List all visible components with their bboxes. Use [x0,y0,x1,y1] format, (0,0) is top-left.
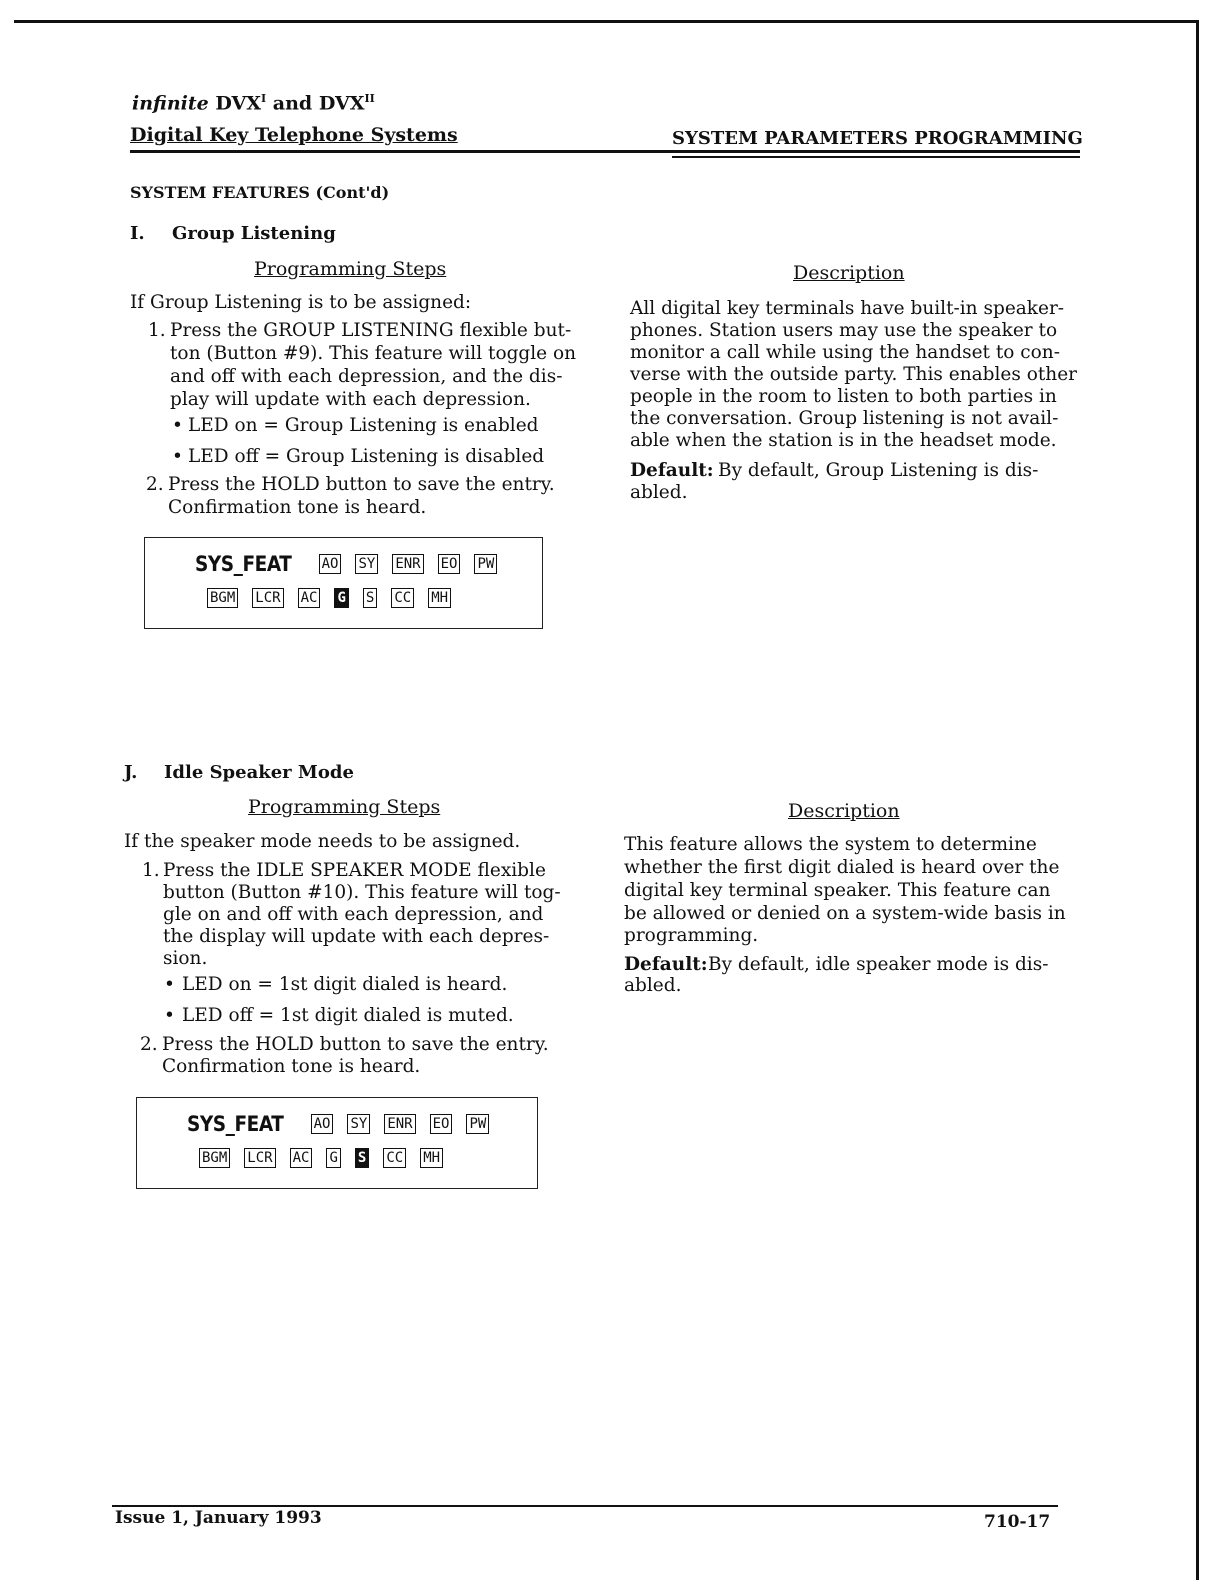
product-a: DVX [215,92,262,115]
display-tag-enr: ENR [384,1114,415,1134]
section-i-desc-line5: people in the room to listen to both parties in [630,386,1057,407]
display-tag-ao: AO [311,1114,334,1134]
section-i-title: Group Listening [172,223,336,244]
section-i-step1-line1: Press the GROUP LISTENING flexible but- [170,320,572,341]
display-tag-pw: PW [474,554,497,574]
page-border-top [14,20,1198,23]
section-j-step1-num: 1. [142,860,160,881]
section-j-title: Idle Speaker Mode [164,762,354,783]
product-b: DVX [318,92,365,115]
section-i-desc-line2: phones. Station users may use the speaker to [630,320,1058,341]
section-i-desc-line1: All digital key terminals have built-in speaker- [630,298,1065,319]
header-subtitle: Digital Key Telephone Systems [130,124,458,146]
display-tag-sy: SY [355,554,378,574]
section-i-desc-line3: monitor a call while using the handset to con- [630,342,1060,363]
section-i-desc-line7: able when the station is in the headset mode. [630,430,1057,451]
section-j-display-row2 [199,1148,443,1168]
footer-issue: Issue 1, January 1993 [115,1508,322,1528]
display-tag-ac: AC [298,588,321,608]
section-i-display [144,537,543,629]
footer-rule [112,1505,1058,1507]
product-b-sup: II [364,92,375,105]
display-tag-ac: AC [290,1148,313,1168]
section-j-step2-num: 2. [140,1034,158,1055]
section-j-desc-line3: digital key terminal speaker. This feature can [624,880,1051,901]
section-j-step1-line2: button (Button #10). This feature will tog- [163,882,561,903]
display-tag-bgm: BGM [199,1148,230,1168]
section-j-display [136,1097,538,1189]
section-j-bullet-on-mark: • [164,974,175,995]
section-i-desc-heading: Description [793,262,905,284]
section-j-desc-line5: programming. [624,925,759,946]
section-i-letter: I. [130,223,145,244]
section-i-default-line1: By default, Group Listening is dis- [718,460,1039,481]
section-j-desc-line1: This feature allows the system to determine [624,834,1037,855]
section-i-display-title: SYS_FEAT [195,552,292,576]
section-i-bullet-on: LED on = Group Listening is enabled [188,415,539,436]
section-j-default-label: Default: [624,954,708,975]
section-i-bullet-on-mark: • [172,415,183,436]
section-i-step2-num: 2. [146,474,164,495]
section-i-step1-line2: ton (Button #9). This feature will toggle on [170,343,577,364]
section-i-step1-line4: play will update with each depression. [170,389,531,410]
display-tag-mh: MH [420,1148,443,1168]
section-title: SYSTEM FEATURES (Cont'd) [130,183,390,202]
section-i-step2-line2: Confirmation tone is heard. [168,497,427,518]
display-tag-g-active: G [334,588,348,608]
display-tag-eo: EO [430,1114,453,1134]
display-tag-eo: EO [438,554,461,574]
section-i-step1-num: 1. [148,320,166,341]
section-j-default-line2: abled. [624,975,682,996]
section-i-bullet-off-mark: • [172,446,183,467]
display-tag-mh: MH [428,588,451,608]
section-i-display-row2 [207,588,451,608]
section-j-step1-line5: sion. [163,948,208,969]
section-j-desc-line4: be allowed or denied on a system-wide basis in [624,903,1066,924]
display-tag-ao: AO [319,554,342,574]
display-tag-s-active: S [355,1148,369,1168]
and-word: and [272,92,313,115]
footer-page-number: 710-17 [984,1512,1051,1532]
section-j-step1-line4: the display will update with each depres- [163,926,550,947]
display-tag-cc: CC [383,1148,406,1168]
display-tag-g: G [326,1148,340,1168]
display-tag-cc: CC [391,588,414,608]
header-right-title: SYSTEM PARAMETERS PROGRAMMING [672,128,1083,149]
section-j-desc-line2: whether the first digit dialed is heard over the [624,857,1060,878]
section-j-step2-line2: Confirmation tone is heard. [162,1056,421,1077]
section-i-step1-line3: and off with each depression, and the dis- [170,366,563,387]
product-a-sup: I [261,92,267,105]
section-i-desc-line6: the conversation. Group listening is not avail- [630,408,1059,429]
section-j-display-title: SYS_FEAT [187,1112,284,1136]
section-j-bullet-off: LED off = 1st digit dialed is muted. [182,1005,514,1026]
section-i-bullet-off: LED off = Group Listening is disabled [188,446,545,467]
section-j-intro: If the speaker mode needs to be assigned. [124,831,521,852]
section-i-intro: If Group Listening is to be assigned: [130,292,472,313]
display-tag-pw: PW [466,1114,489,1134]
display-tag-sy: SY [347,1114,370,1134]
section-i-default-line2: abled. [630,482,688,503]
section-i-desc-line4: verse with the outside party. This enables other [630,364,1077,385]
section-j-step2-line1: Press the HOLD button to save the entry. [162,1034,549,1055]
brand-name: infinite [132,92,209,115]
section-j-bullet-on: LED on = 1st digit dialed is heard. [182,974,508,995]
display-tag-enr: ENR [392,554,423,574]
section-i-display-row1 [195,552,497,576]
section-i-step2-line1: Press the HOLD button to save the entry. [168,474,555,495]
display-tag-lcr: LCR [252,588,283,608]
section-j-letter: J. [124,762,138,783]
section-j-bullet-off-mark: • [164,1005,175,1026]
display-tag-s: S [363,588,377,608]
section-i-steps-heading: Programming Steps [254,258,447,280]
header-rule-secondary [672,156,1080,158]
section-j-default-line1: By default, idle speaker mode is dis- [708,954,1049,975]
section-i-default-label: Default: [630,460,714,481]
section-j-step1-line1: Press the IDLE SPEAKER MODE flexible [163,860,546,881]
header-rule [130,150,1080,153]
section-j-step1-line3: gle on and off with each depression, and [163,904,544,925]
section-j-desc-heading: Description [788,800,900,822]
header-product-line [132,92,375,114]
page-border-right [1196,20,1199,1580]
display-tag-lcr: LCR [244,1148,275,1168]
section-j-display-row1 [187,1112,489,1136]
display-tag-bgm: BGM [207,588,238,608]
section-j-steps-heading: Programming Steps [248,796,441,818]
